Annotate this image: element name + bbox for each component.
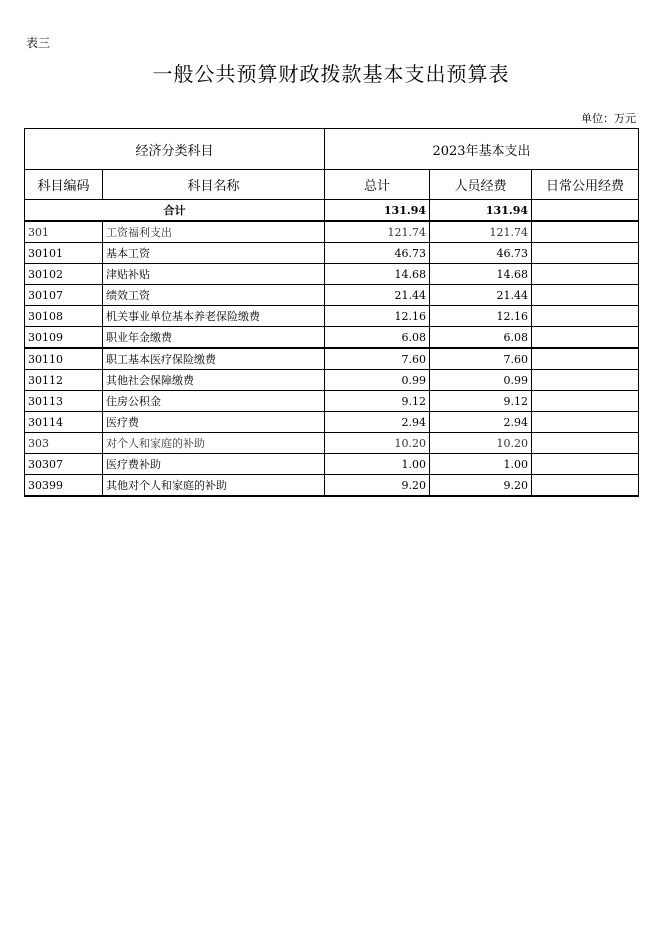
row-name: 对个人和家庭的补助 (103, 433, 325, 454)
row-code: 30307 (25, 454, 103, 475)
header-name: 科目名称 (103, 170, 325, 200)
table-row (25, 243, 639, 264)
row-code: 30110 (25, 348, 103, 370)
row-name: 基本工资 (103, 243, 325, 264)
row-code: 30102 (25, 264, 103, 285)
row-code: 30113 (25, 391, 103, 412)
row-total: 9.20 (325, 475, 430, 497)
header-row-columns (25, 170, 639, 200)
row-total: 1.00 (325, 454, 430, 475)
budget-table (24, 128, 639, 497)
row-total: 9.12 (325, 391, 430, 412)
header-personnel: 人员经费 (430, 170, 532, 200)
row-personnel: 0.99 (430, 370, 532, 391)
row-personnel: 21.44 (430, 285, 532, 306)
row-personnel: 7.60 (430, 348, 532, 370)
row-name: 其他社会保障缴费 (103, 370, 325, 391)
table-row (25, 454, 639, 475)
row-personnel: 121.74 (430, 221, 532, 243)
row-public (532, 264, 639, 285)
table-row (25, 433, 639, 454)
row-name: 绩效工资 (103, 285, 325, 306)
header-basic-expenditure: 2023年基本支出 (325, 129, 639, 170)
table-row (25, 412, 639, 433)
row-public (532, 327, 639, 349)
header-economic-classification: 经济分类科目 (25, 129, 325, 170)
row-name: 职工基本医疗保险缴费 (103, 348, 325, 370)
row-personnel: 9.20 (430, 475, 532, 497)
table-row (25, 306, 639, 327)
row-total: 10.20 (325, 433, 430, 454)
total-personnel: 131.94 (430, 200, 532, 222)
row-personnel: 12.16 (430, 306, 532, 327)
table-row (25, 327, 639, 349)
row-name: 医疗费补助 (103, 454, 325, 475)
row-total: 121.74 (325, 221, 430, 243)
row-total: 7.60 (325, 348, 430, 370)
row-public (532, 475, 639, 497)
row-total: 6.08 (325, 327, 430, 349)
row-code: 303 (25, 433, 103, 454)
row-name: 医疗费 (103, 412, 325, 433)
row-name: 工资福利支出 (103, 221, 325, 243)
table-row (25, 475, 639, 497)
header-code: 科目编码 (25, 170, 103, 200)
row-public (532, 433, 639, 454)
row-personnel: 6.08 (430, 327, 532, 349)
table-label: 表三 (26, 36, 51, 50)
row-public (532, 306, 639, 327)
row-total: 12.16 (325, 306, 430, 327)
table-row (25, 391, 639, 412)
row-personnel: 46.73 (430, 243, 532, 264)
row-code: 301 (25, 221, 103, 243)
row-code: 30107 (25, 285, 103, 306)
total-row (25, 200, 639, 222)
row-public (532, 285, 639, 306)
row-public (532, 391, 639, 412)
row-code: 30108 (25, 306, 103, 327)
row-public (532, 221, 639, 243)
row-total: 21.44 (325, 285, 430, 306)
row-total: 2.94 (325, 412, 430, 433)
row-total: 14.68 (325, 264, 430, 285)
header-row-group (25, 129, 639, 170)
unit-label: 单位：万元 (581, 112, 636, 125)
row-public (532, 348, 639, 370)
row-code: 30109 (25, 327, 103, 349)
row-total: 0.99 (325, 370, 430, 391)
page-title: 一般公共预算财政拨款基本支出预算表 (152, 62, 510, 86)
row-name: 其他对个人和家庭的补助 (103, 475, 325, 497)
table-row (25, 221, 639, 243)
row-personnel: 14.68 (430, 264, 532, 285)
row-personnel: 10.20 (430, 433, 532, 454)
row-code: 30399 (25, 475, 103, 497)
row-name: 职业年金缴费 (103, 327, 325, 349)
row-public (532, 454, 639, 475)
row-personnel: 1.00 (430, 454, 532, 475)
table-row (25, 285, 639, 306)
row-code: 30112 (25, 370, 103, 391)
row-code: 30114 (25, 412, 103, 433)
row-public (532, 243, 639, 264)
row-public (532, 370, 639, 391)
total-label: 合计 (25, 200, 325, 222)
row-name: 机关事业单位基本养老保险缴费 (103, 306, 325, 327)
row-name: 津贴补贴 (103, 264, 325, 285)
row-name: 住房公积金 (103, 391, 325, 412)
row-personnel: 2.94 (430, 412, 532, 433)
row-code: 30101 (25, 243, 103, 264)
row-personnel: 9.12 (430, 391, 532, 412)
header-total: 总计 (325, 170, 430, 200)
table-row (25, 264, 639, 285)
row-public (532, 412, 639, 433)
total-public (532, 200, 639, 222)
row-total: 46.73 (325, 243, 430, 264)
total-total: 131.94 (325, 200, 430, 222)
table-row (25, 370, 639, 391)
header-public: 日常公用经费 (532, 170, 639, 200)
table-row (25, 348, 639, 370)
